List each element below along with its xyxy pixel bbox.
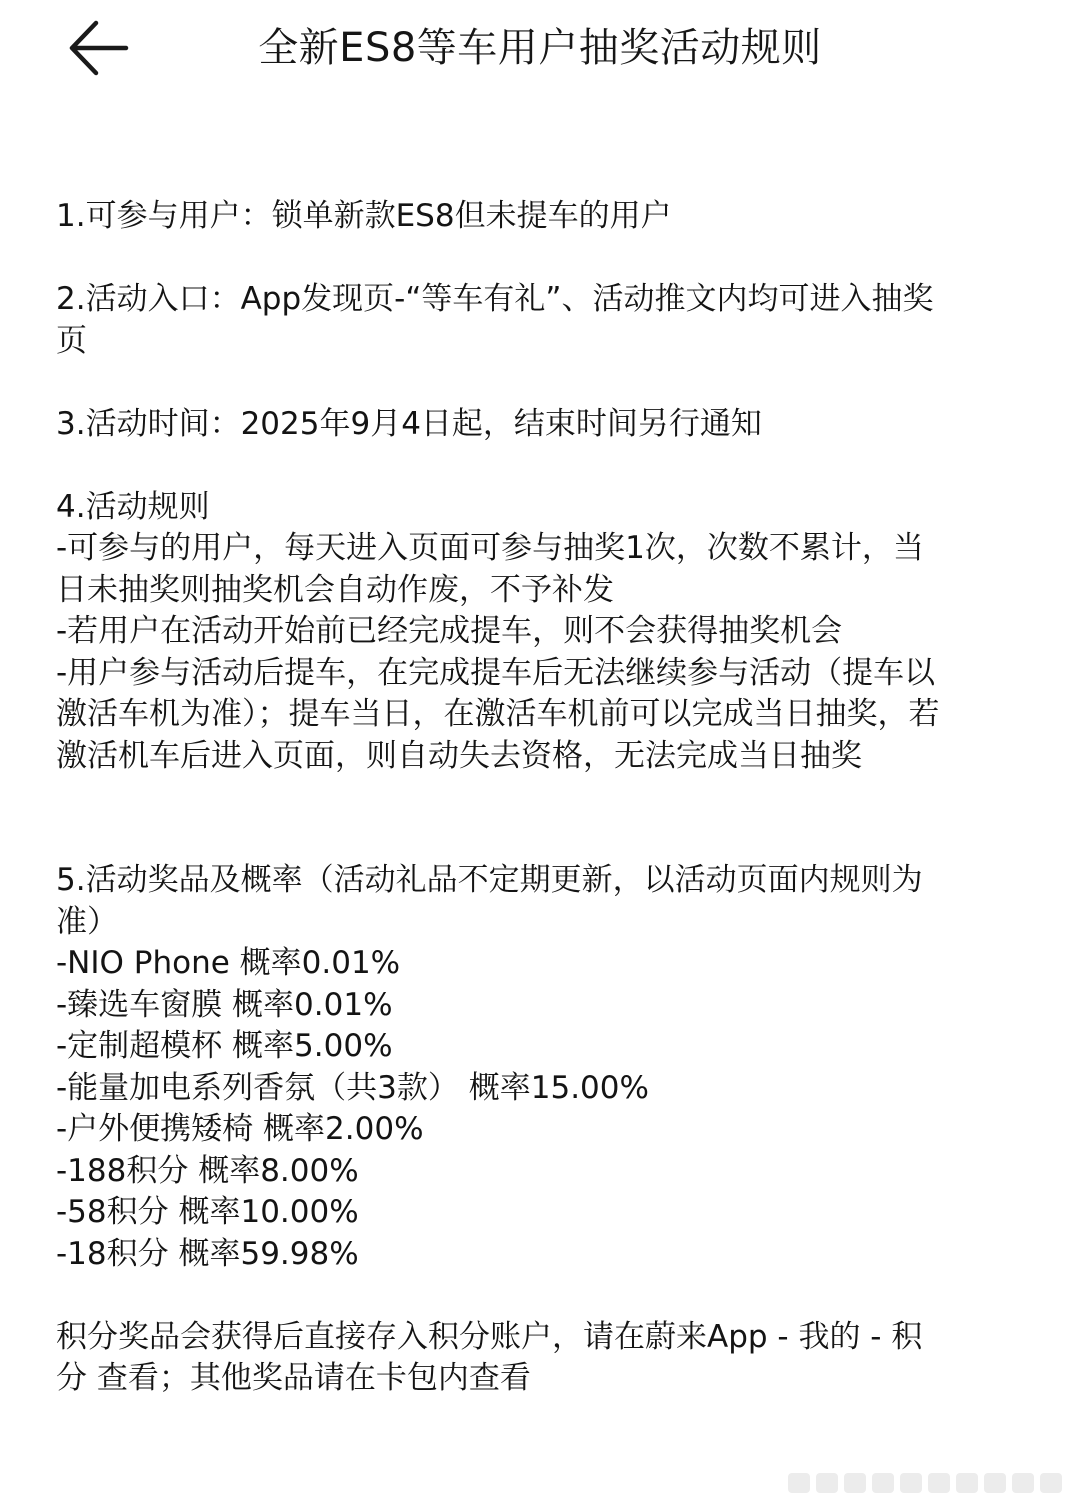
rule-text: -可参与的用户，每天进入页面可参与抽奖1次，次数不累计，当 bbox=[56, 530, 924, 566]
prize-item: -户外便携矮椅 概率2.00% bbox=[56, 1111, 424, 1147]
prize-item: -18积分 概率59.98% bbox=[56, 1235, 359, 1272]
header-bar bbox=[0, 0, 1080, 100]
rule-entry-continued: 页 bbox=[56, 322, 87, 359]
watermark-blocks bbox=[788, 1473, 1062, 1493]
rule-text: 激活机车后进入页面，则自动失去资格，无法完成当日抽奖 bbox=[56, 737, 862, 774]
rule-participants: 1.可参与用户：锁单新款ES8但未提车的用户 bbox=[56, 198, 672, 234]
rule-entry: 2.活动入口：App发现页-“等车有礼”、活动推文内均可进入抽奖 bbox=[56, 281, 934, 317]
prizes-heading-continued: 准） bbox=[56, 903, 118, 940]
prize-item: -58积分 概率10.00% bbox=[56, 1194, 359, 1230]
points-note-continued: 分 查看；其他奖品请在卡包内查看 bbox=[56, 1360, 531, 1396]
rule-text: -若用户在活动开始前已经完成提车，则不会获得抽奖机会 bbox=[56, 613, 843, 649]
prize-item: -NIO Phone 概率0.01% bbox=[56, 945, 401, 981]
rule-text: 日未抽奖则抽奖机会自动作废，不予补发 bbox=[56, 571, 614, 608]
rules-content bbox=[56, 196, 1026, 1400]
points-note: 积分奖品会获得后直接存入积分账户，请在蔚来App - 我的 - 积 bbox=[56, 1318, 923, 1355]
rule-time: 3.活动时间：2025年9月4日起，结束时间另行通知 bbox=[56, 405, 762, 442]
rule-section-heading: 4.活动规则 bbox=[56, 488, 210, 525]
rule-text: 激活车机为准）；提车当日，在激活车机前可以完成当日抽奖，若 bbox=[56, 696, 940, 732]
prize-item: -臻选车窗膜 概率0.01% bbox=[56, 986, 393, 1023]
prizes-heading: 5.活动奖品及概率（活动礼品不定期更新，以活动页面内规则为 bbox=[56, 862, 923, 898]
prize-item: -188积分 概率8.00% bbox=[56, 1152, 359, 1189]
rule-text: -用户参与活动后提车，在完成提车后无法继续参与活动（提车以 bbox=[56, 654, 936, 691]
page-title: 全新ES8等车用户抽奖活动规则 bbox=[258, 25, 822, 71]
prize-item: -能量加电系列香氛（共3款） 概率15.00% bbox=[56, 1069, 649, 1106]
prize-item: -定制超模杯 概率5.00% bbox=[56, 1028, 393, 1064]
